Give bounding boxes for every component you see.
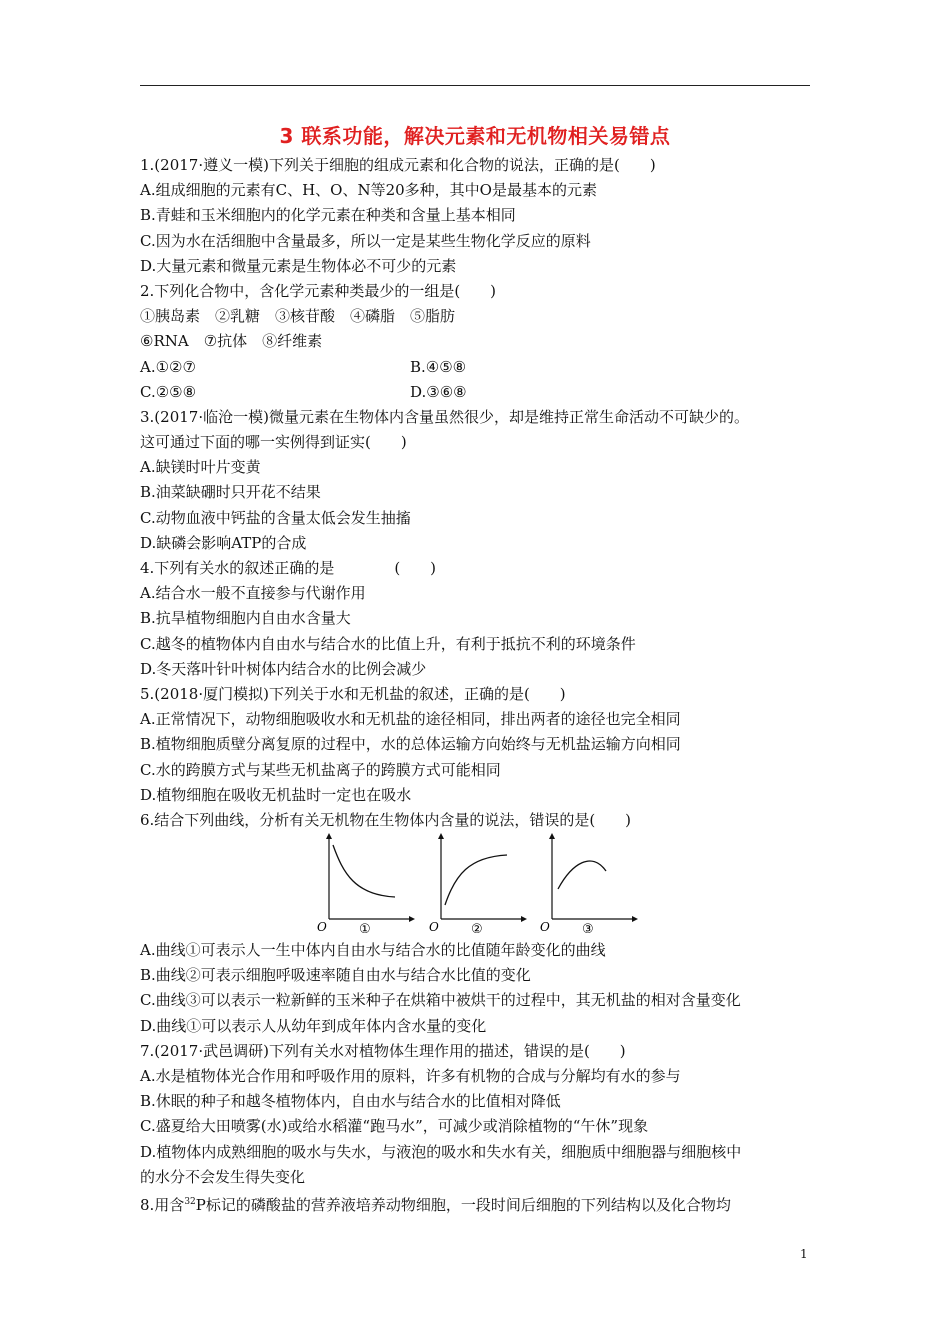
q8-stem bbox=[140, 1190, 830, 1215]
q4-option-c: C.越冬的植物体内自由水与结合水的比值上升，有利于抵抗不利的环境条件 bbox=[140, 634, 636, 653]
q7-option-d-line-1: D.植物体内成熟细胞的吸水与失水，与液泡的吸水和失水有关，细胞质中细胞器与细胞核中 bbox=[140, 1142, 742, 1161]
x-axis-arrow bbox=[409, 916, 415, 922]
curve-figure-2 bbox=[427, 833, 527, 937]
page-number: 1 bbox=[800, 1247, 808, 1261]
y-axis-arrow bbox=[438, 833, 444, 839]
q1-option-c: C.因为水在活细胞中含量最多，所以一定是某些生物化学反应的原料 bbox=[140, 231, 591, 250]
origin-label: O bbox=[429, 920, 439, 934]
q1-stem: 1.(2017·遵义一模)下列关于细胞的组成元素和化合物的说法，正确的是( ) bbox=[140, 156, 656, 174]
q5-option-c: C.水的跨膜方式与某些无机盐离子的跨膜方式可能相同 bbox=[140, 760, 501, 779]
q3-stem-line-2: 这可通过下面的哪一实例得到证实( ) bbox=[140, 433, 407, 452]
q6-figures bbox=[140, 833, 830, 938]
q2-stem: 2.下列化合物中，含化学元素种类最少的一组是( ) bbox=[140, 281, 497, 300]
curve-rise-fall bbox=[558, 861, 606, 889]
curve-decreasing bbox=[333, 845, 395, 897]
q8-stem-start: 8.用含 bbox=[140, 1195, 185, 1214]
q5-option-d: D.植物细胞在吸收无机盐时一定也在吸水 bbox=[140, 785, 412, 804]
x-axis-arrow bbox=[521, 916, 527, 922]
figure-label-2: ② bbox=[471, 922, 483, 934]
y-axis-arrow bbox=[326, 833, 332, 839]
header-rule bbox=[140, 85, 810, 86]
q3-option-b: B.油菜缺硼时只开花不结果 bbox=[140, 483, 321, 502]
q7-option-a: A.水是植物体光合作用和呼吸作用的原料，许多有机物的合成与分解均有水的参与 bbox=[140, 1067, 681, 1085]
q3-option-a: A.缺镁时叶片变黄 bbox=[140, 458, 261, 477]
q6-option-d: D.曲线①可以表示人从幼年到成年体内含水量的变化 bbox=[140, 1016, 487, 1035]
q2-options-row-1 bbox=[140, 355, 830, 380]
y-axis-arrow bbox=[549, 833, 555, 839]
q2-option-d: D.③⑥⑧ bbox=[410, 382, 467, 401]
q7-stem: 7.(2017·武邑调研)下列有关水对植物体生理作用的描述，错误的是( ) bbox=[140, 1041, 626, 1060]
isotope-mass-number: 32 bbox=[184, 1196, 196, 1207]
q2-list-1: ①胰岛素 ②乳糖 ③核苷酸 ④磷脂 ⑤脂肪 bbox=[140, 307, 456, 326]
q4-option-a: A.结合水一般不直接参与代谢作用 bbox=[140, 584, 366, 603]
q1-option-d: D.大量元素和微量元素是生物体必不可少的元素 bbox=[140, 256, 457, 275]
q2-options-row-2 bbox=[140, 380, 830, 405]
curve-figure-3 bbox=[538, 833, 638, 937]
q3-option-c: C.动物血液中钙盐的含量太低会发生抽搐 bbox=[140, 508, 411, 527]
q2-option-a: A.①②⑦ bbox=[140, 357, 196, 376]
q4-option-b: B.抗旱植物细胞内自由水含量大 bbox=[140, 609, 351, 628]
figure-label-1: ① bbox=[359, 922, 371, 934]
q2-list-2: ⑥RNA ⑦抗体 ⑧纤维素 bbox=[140, 332, 323, 351]
origin-label: O bbox=[540, 920, 550, 934]
q6-option-c: C.曲线③可以表示一粒新鲜的玉米种子在烘箱中被烘干的过程中，其无机盐的相对含量变化 bbox=[140, 991, 741, 1010]
q4-stem: 4.下列有关水的叙述正确的是 ( ) bbox=[140, 559, 437, 577]
curve-saturating bbox=[445, 855, 507, 905]
q7-option-c: C.盛夏给大田喷雾(水)或给水稻灌“跑马水”，可减少或消除植物的“午休”现象 bbox=[140, 1117, 649, 1136]
q3-option-d: D.缺磷会影响ATP的合成 bbox=[140, 533, 307, 552]
curve-figure-1 bbox=[315, 833, 415, 937]
q8-stem-rest: P标记的磷酸盐的营养液培养动物细胞，一段时间后细胞的下列结构以及化合物均 bbox=[195, 1195, 731, 1214]
q3-stem-line-1: 3.(2017·临沧一模)微量元素在生物体内含量虽然很少，却是维持正常生命活动不可缺少的。 bbox=[140, 407, 749, 426]
q5-option-b: B.植物细胞质壁分离复原的过程中，水的总体运输方向始终与无机盐运输方向相同 bbox=[140, 735, 681, 754]
q7-option-d-line-2: 的水分不会发生得失变化 bbox=[140, 1167, 306, 1186]
q2-option-b: B.④⑤⑧ bbox=[410, 357, 467, 376]
q1-option-a: A.组成细胞的元素有C、H、O、N等20多种，其中O是最基本的元素 bbox=[140, 181, 597, 200]
q5-stem: 5.(2018·厦门模拟)下列关于水和无机盐的叙述，正确的是( ) bbox=[140, 684, 566, 703]
figure-label-3: ③ bbox=[582, 922, 594, 934]
q2-option-c: C.②⑤⑧ bbox=[140, 382, 197, 401]
x-axis-arrow bbox=[632, 916, 638, 922]
q4-option-d: D.冬天落叶针叶树体内结合水的比例会减少 bbox=[140, 659, 427, 678]
origin-label: O bbox=[317, 920, 327, 934]
q7-option-b: B.休眠的种子和越冬植物体内，自由水与结合水的比值相对降低 bbox=[140, 1092, 561, 1111]
q6-option-a: A.曲线①可表示人一生中体内自由水与结合水的比值随年龄变化的曲线 bbox=[140, 941, 606, 960]
q5-option-a: A.正常情况下，动物细胞吸收水和无机盐的途径相同，排出两者的途径也完全相同 bbox=[140, 710, 681, 729]
q1-option-b: B.青蛙和玉米细胞内的化学元素在种类和含量上基本相同 bbox=[140, 206, 516, 225]
question-list bbox=[140, 153, 830, 1215]
q6-stem: 6.结合下列曲线，分析有关无机物在生物体内含量的说法，错误的是( ) bbox=[140, 810, 632, 829]
q6-option-b: B.曲线②可表示细胞呼吸速率随自由水与结合水比值的变化 bbox=[140, 966, 531, 985]
page-title: 3 联系功能，解决元素和无机物相关易错点 bbox=[279, 124, 671, 148]
